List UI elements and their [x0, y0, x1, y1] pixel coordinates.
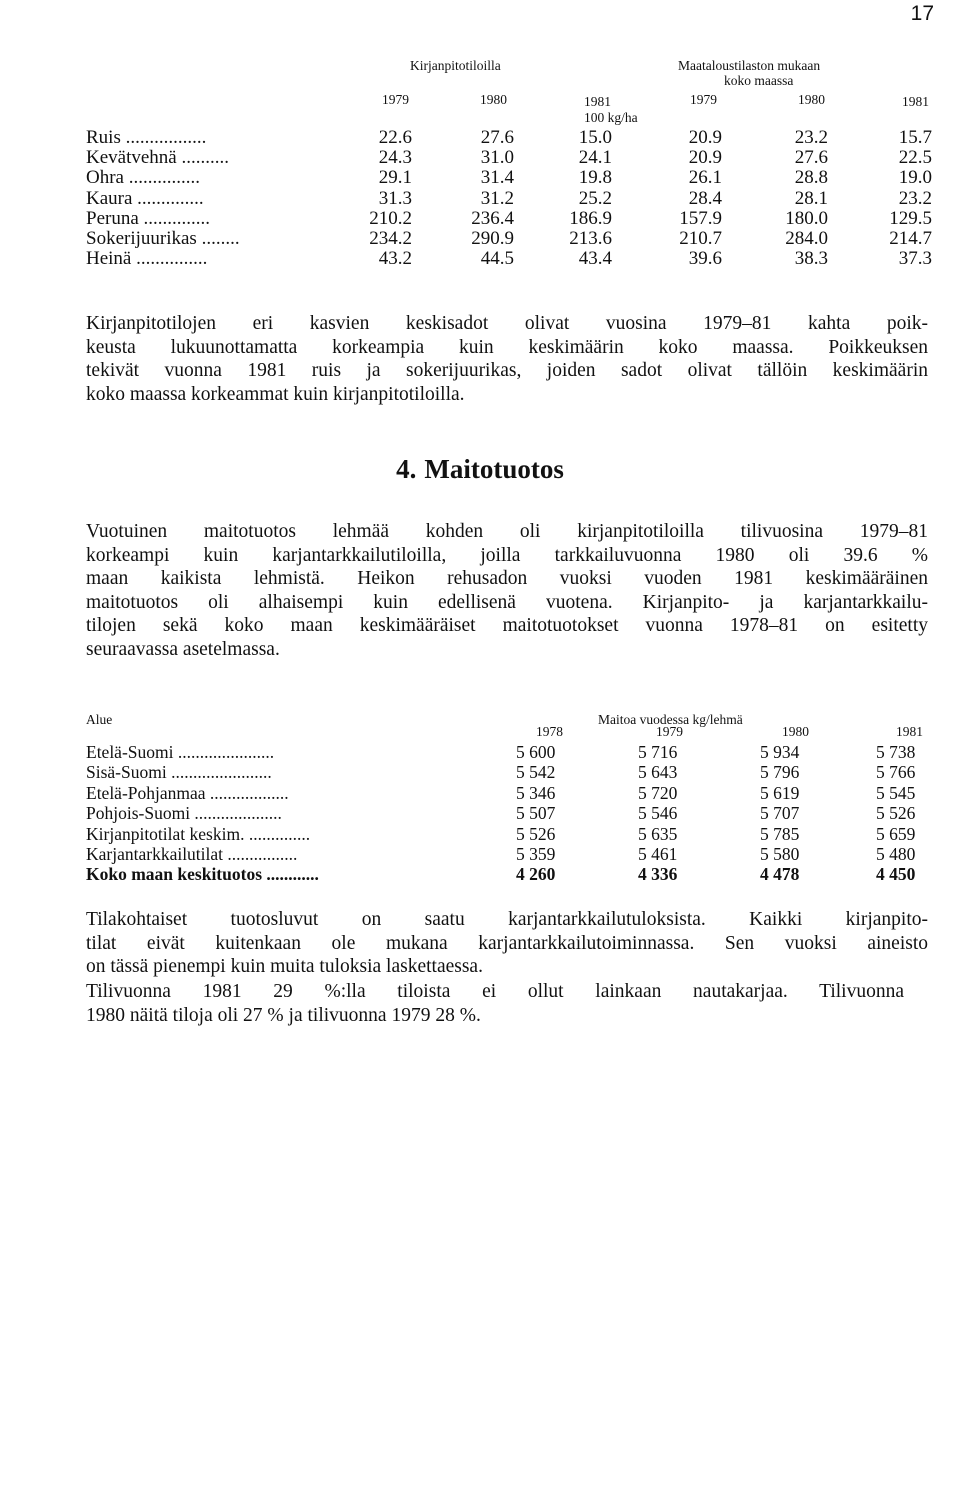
table-cell: 5 738: [876, 742, 916, 762]
table-cell: 26.1: [688, 167, 722, 189]
table-row-label: Ruis .................: [86, 127, 207, 148]
table-cell: 214.7: [889, 228, 932, 249]
year-header: 1979: [690, 92, 717, 107]
table-row-label: Sokerijuurikas ........: [86, 228, 240, 249]
text-line: on tässä pienempi kuin muita tuloksia laskettaessa.: [86, 956, 483, 978]
table-cell: 24.3: [378, 147, 412, 169]
year-header: 1979: [382, 92, 409, 107]
year-header: 1978: [536, 724, 563, 739]
table-cell: 213.6: [569, 228, 612, 249]
table-cell: 31.3: [378, 187, 412, 209]
text-line: korkeampi kuin karjantarkkailutiloilla, joilla tarkkailuvuonna 1980 oli 39.6 %: [86, 544, 928, 566]
table-cell: 5 542: [516, 762, 556, 783]
table-row-label: Karjantarkkailutilat ................: [86, 844, 298, 864]
table-cell: 5 507: [516, 803, 556, 824]
unit-label: 100 kg/ha: [584, 110, 638, 125]
table-cell: 157.9: [679, 207, 722, 229]
table-cell: 5 785: [760, 823, 800, 844]
text-line: keusta lukuunottamatta korkeampia kuin keskimäärin koko maassa. Poikkeuksen: [86, 336, 928, 358]
table-row-label: Koko maan keskituotos ............: [86, 864, 319, 885]
table-cell: 43.4: [578, 248, 612, 270]
table-cell: 5 546: [638, 803, 678, 824]
table-row-label: Pohjois-Suomi ....................: [86, 803, 282, 824]
table-cell: 28.8: [794, 167, 828, 189]
text-line: maitotuotos oli alhaisempi kuin edellisenä vuotena. Kirjanpito- ja karjantarkkailu-: [86, 591, 928, 613]
milk-group-header: Maitoa vuodessa kg/lehmä: [598, 712, 743, 727]
table-cell: 27.6: [480, 127, 514, 148]
section-heading: [0, 454, 960, 485]
table-cell: 236.4: [471, 207, 514, 229]
table-row-label: Etelä-Suomi ......................: [86, 742, 275, 762]
table-cell: 31.0: [480, 147, 514, 169]
table-row-label: Ohra ...............: [86, 167, 200, 189]
table-cell: 290.9: [471, 228, 514, 249]
table-row-label: Kirjanpitotilat keskim. ..............: [86, 823, 311, 844]
table-cell: 5 526: [876, 803, 916, 824]
table-cell: 31.2: [480, 187, 514, 209]
table-row-label: Kaura ..............: [86, 187, 204, 209]
table-cell: 25.2: [578, 187, 612, 209]
table-cell: 4 450: [876, 864, 916, 885]
table-cell: 5 659: [876, 823, 916, 844]
table-cell: 5 796: [760, 762, 800, 783]
table-cell: 31.4: [480, 167, 514, 189]
table-cell: 28.4: [688, 187, 722, 209]
table-cell: 210.2: [369, 207, 412, 229]
area-header: Alue: [86, 712, 113, 727]
table-cell: 5 545: [876, 782, 916, 803]
text-line: Kirjanpitotilojen eri kasvien keskisadot olivat vuosina 1979–81 kahta poik-: [86, 313, 928, 334]
text-line: koko maassa korkeammat kuin kirjanpitotiloilla.: [86, 383, 465, 405]
table-cell: 19.8: [578, 167, 612, 189]
year-header: 1981: [896, 724, 923, 739]
table-cell: 5 480: [876, 844, 916, 864]
table-cell: 5 720: [638, 782, 678, 803]
table-cell: 38.3: [794, 248, 828, 270]
table-cell: 234.2: [369, 228, 412, 249]
text-line: tekivät vuonna 1981 ruis ja sokerijuurikas, joiden sadot olivat tällöin keskimäärin: [86, 360, 928, 382]
paragraph-data-source: [86, 908, 928, 979]
text-line: 1980 näitä tiloja oli 27 % ja tilivuonna 1979 28 %.: [86, 1004, 481, 1026]
table-cell: 5 600: [516, 742, 556, 762]
table-cell: 5 461: [638, 844, 678, 864]
year-header: 1979: [656, 724, 683, 739]
table-cell: 284.0: [785, 228, 828, 249]
table-cell: 4 478: [760, 864, 800, 885]
text-line: Tilivuonna 1981 29 %:lla tiloista ei ollut lainkaan nautakarjaa. Tilivuonna: [86, 981, 904, 1002]
text-line: Tilakohtaiset tuotosluvut on saatu karjantarkkailutuloksista. Kaikki kirjanpito-: [86, 909, 928, 930]
table-cell: 5 359: [516, 844, 556, 864]
table-cell: 39.6: [688, 248, 722, 270]
group-header-national-line2: koko maassa: [724, 73, 794, 88]
table-cell: 5 580: [760, 844, 800, 864]
text-line: tilat eivät kuitenkaan ole mukana karjantarkkailutoiminnassa. Sen vuoksi aineisto: [86, 932, 928, 954]
year-header: 1980: [798, 92, 825, 107]
table-row-label: Peruna ..............: [86, 207, 211, 229]
text-line: tilojen sekä koko maan keskimääräiset maitotuotokset vuonna 1978–81 on esitetty: [86, 615, 928, 637]
table-row-label: Sisä-Suomi .......................: [86, 762, 272, 783]
table-cell: 23.2: [794, 127, 828, 148]
table-cell: 186.9: [569, 207, 612, 229]
table-cell: 44.5: [480, 248, 514, 270]
table-cell: 5 635: [638, 823, 678, 844]
table-cell: 5 707: [760, 803, 800, 824]
paragraph-milk-yield: [86, 520, 928, 662]
table-cell: 24.1: [578, 147, 612, 169]
text-line: Vuotuinen maitotuotos lehmää kohden oli kirjanpitotiloilla tilivuosina 1979–81: [86, 521, 928, 542]
table-cell: 15.7: [898, 127, 932, 148]
table-cell: 5 619: [760, 782, 800, 803]
table-cell: 22.5: [898, 147, 932, 169]
table-cell: 22.6: [378, 127, 412, 148]
year-header: 1981: [584, 94, 611, 109]
year-header: 1981: [902, 94, 929, 109]
table-cell: 5 526: [516, 823, 556, 844]
table-cell: 43.2: [378, 248, 412, 270]
table-cell: 20.9: [688, 147, 722, 169]
table-cell: 5 643: [638, 762, 678, 783]
table-cell: 5 766: [876, 762, 916, 783]
table-cell: 5 934: [760, 742, 800, 762]
section-title: Maitotuotos: [424, 454, 564, 484]
text-line: seuraavassa asetelmassa.: [86, 638, 280, 660]
table-cell: 28.1: [794, 187, 828, 209]
table-cell: 129.5: [889, 207, 932, 229]
group-header-national-line1: Maataloustilaston mukaan: [678, 58, 821, 73]
paragraph-no-cattle: [86, 980, 904, 1027]
table-cell: 29.1: [378, 167, 412, 189]
page-number: 17: [910, 2, 934, 25]
table-cell: 210.7: [679, 228, 722, 249]
year-header: 1980: [782, 724, 809, 739]
paragraph-crop-yields: [86, 312, 928, 406]
table-cell: 20.9: [688, 127, 722, 148]
table-cell: 5 346: [516, 782, 556, 803]
table-row-label: Heinä ...............: [86, 248, 208, 270]
group-header-bookkeeping: Kirjanpitotiloilla: [410, 58, 501, 73]
table-row-label: Kevätvehnä ..........: [86, 147, 229, 169]
table-cell: 19.0: [898, 167, 932, 189]
section-number: 4.: [396, 454, 417, 484]
table-cell: 37.3: [898, 248, 932, 270]
table-cell: 23.2: [898, 187, 932, 209]
text-line: maan kaikista lehmistä. Heikon rehusadon vuoksi vuoden 1981 keskimääräinen: [86, 568, 928, 590]
table-cell: 4 260: [516, 864, 556, 885]
table-cell: 180.0: [785, 207, 828, 229]
table-row-label: Etelä-Pohjanmaa ..................: [86, 782, 289, 803]
table-cell: 4 336: [638, 864, 678, 885]
table-cell: 15.0: [578, 127, 612, 148]
year-header: 1980: [480, 92, 507, 107]
table-cell: 5 716: [638, 742, 678, 762]
table-cell: 27.6: [794, 147, 828, 169]
